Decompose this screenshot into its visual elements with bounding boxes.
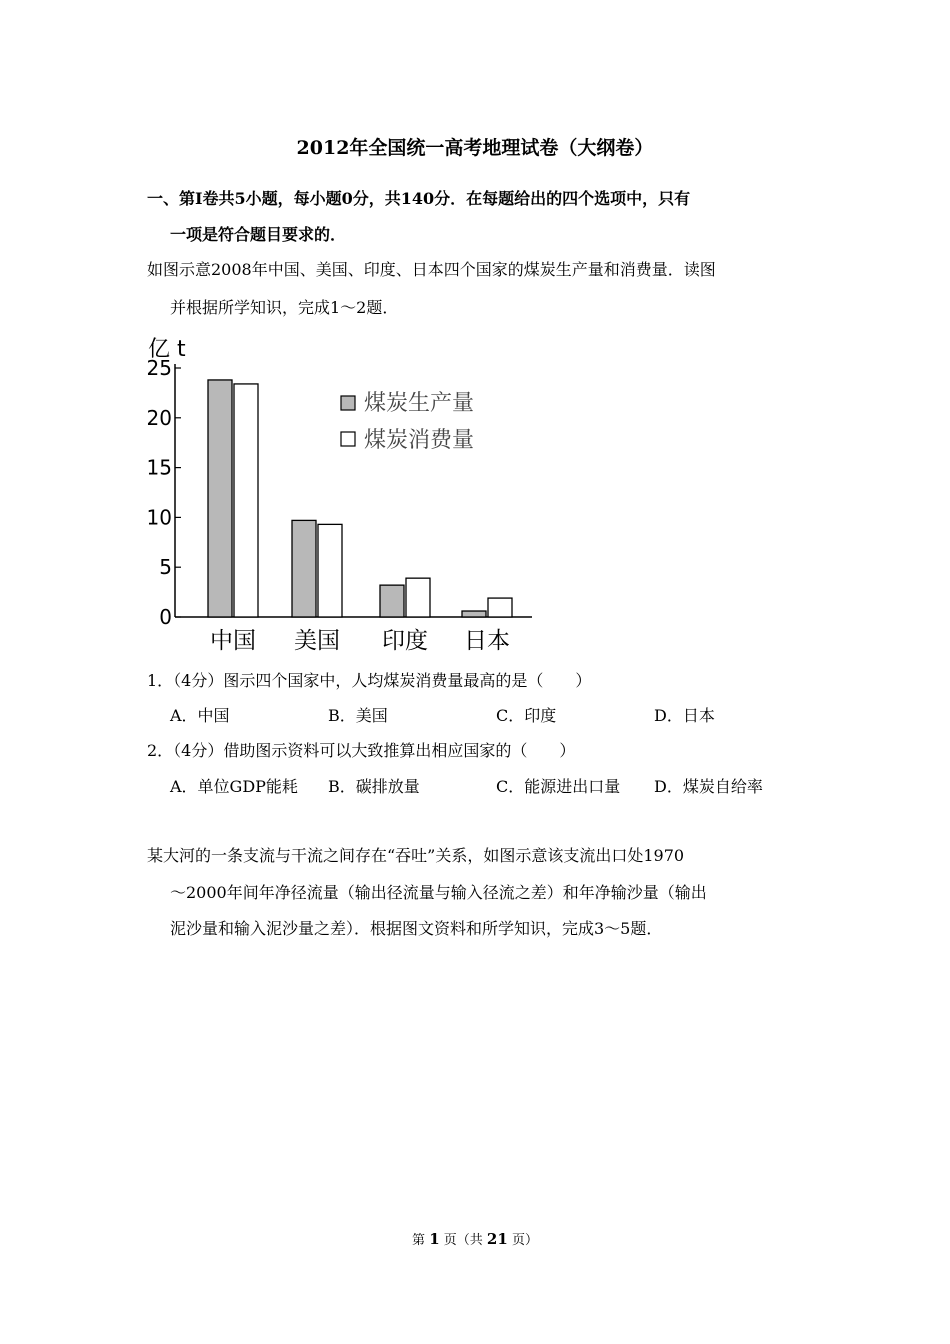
bar-consumption [234, 384, 258, 617]
bar-production [208, 380, 232, 617]
intro-paragraph-line1: 如图示意2008年中国、美国、印度、日本四个国家的煤炭生产量和消费量．读图 [147, 260, 716, 279]
bar-consumption [406, 578, 430, 617]
intro-paragraph-line2: 并根据所学知识，完成1～2题． [170, 298, 399, 317]
section-heading-line2: 一项是符合题目要求的． [170, 225, 347, 244]
bar-consumption [488, 598, 512, 617]
y-tick-label: 5 [159, 555, 172, 580]
question-1-stem: 1．（4分）图示四个国家中，人均煤炭消费量最高的是（ ） [147, 671, 592, 690]
bar-consumption [318, 524, 342, 617]
question-1-option-d[interactable]: D．日本 [654, 706, 715, 725]
bar-production [380, 585, 404, 617]
y-axis-ticks [147, 356, 181, 629]
bar-production [292, 520, 316, 617]
x-category-label: 日本 [464, 628, 510, 654]
intro2-paragraph-line1: 某大河的一条支流与干流之间存在“吞吐”关系，如图示意该支流出口处1970 [147, 846, 685, 865]
legend-label-consumption: 煤炭消费量 [364, 428, 475, 453]
legend [341, 391, 474, 453]
y-tick-label: 15 [146, 455, 172, 480]
page-footer [0, 1229, 950, 1248]
x-category-label: 美国 [294, 628, 340, 654]
coal-bar-chart [140, 334, 540, 656]
y-axis-unit-label: 亿 t [148, 337, 186, 362]
x-axis-labels [210, 628, 510, 654]
question-1-option-a[interactable]: A．中国 [170, 706, 230, 725]
bar-production [462, 611, 486, 617]
question-2-option-c[interactable]: C．能源进出口量 [496, 777, 621, 796]
footer-suffix: 页） [511, 1233, 538, 1248]
y-tick-label: 10 [146, 505, 172, 530]
legend-swatch-consumption [341, 432, 355, 446]
x-category-label: 中国 [210, 628, 256, 654]
y-tick-label: 25 [146, 356, 172, 380]
question-2-option-a[interactable]: A．单位GDP能耗 [170, 777, 298, 796]
footer-total-pages: 21 [486, 1230, 508, 1248]
footer-page-number: 1 [429, 1230, 440, 1248]
footer-middle: 页（共 [443, 1233, 483, 1248]
intro2-paragraph-line2: ～2000年间年净径流量（输出径流量与输入径流之差）和年净输沙量（输出 [170, 883, 707, 902]
legend-swatch-production [341, 396, 355, 410]
legend-label-production: 煤炭生产量 [364, 391, 475, 416]
question-2-option-b[interactable]: B．碳排放量 [328, 777, 420, 796]
footer-prefix: 第 [412, 1233, 426, 1248]
section-heading-line1: 一、第Ⅰ卷共5小题，每小题0分，共140分．在每题给出的四个选项中，只有 [147, 189, 691, 208]
question-1-option-b[interactable]: B．美国 [328, 706, 388, 725]
question-2-stem: 2．（4分）借助图示资料可以大致推算出相应国家的（ ） [147, 741, 576, 760]
intro2-paragraph-line3: 泥沙量和输入泥沙量之差）．根据图文资料和所学知识，完成3～5题． [170, 919, 663, 938]
x-category-label: 印度 [382, 628, 428, 654]
page-title: 2012年全国统一高考地理试卷（大纲卷） [296, 137, 654, 159]
question-1-option-c[interactable]: C．印度 [496, 706, 557, 725]
y-tick-label: 20 [146, 405, 172, 430]
question-2-option-d[interactable]: D．煤炭自给率 [654, 777, 763, 796]
y-tick-label: 0 [159, 605, 172, 629]
